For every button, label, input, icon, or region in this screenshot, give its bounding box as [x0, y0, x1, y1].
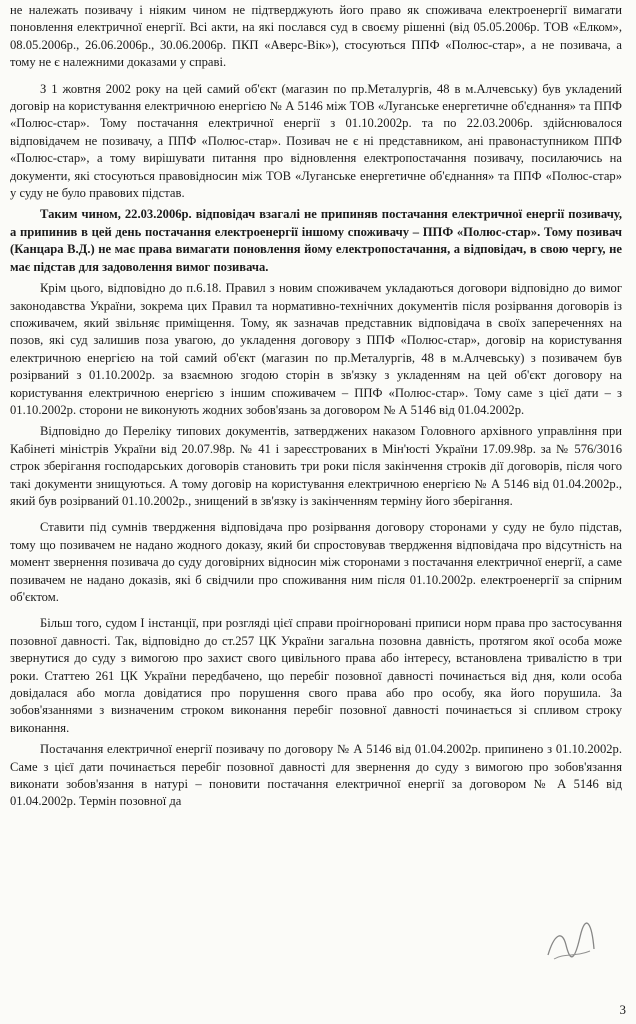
paragraph-7: Більш того, судом І інстанції, при розгляді цієї справи проігноровані приписи норм права про застосування позовної давності. Так, відповідно до ст.257 ЦК України загальна позовна давність, протягом якої особа може звернутися до суду з вимогою про захист свого цивільного права або інтересу, встановлена тривалістю в три роки. Статтею 261 ЦК України передбачено, що перебіг позовної давності починається від дня, коли особа довідалася або могла довідатися про порушення свого права або про особу, яка його порушила. За зобов'язаннями з визначеним строком виконання перебіг позовної давності починається зі спливом строку виконання. [10, 616, 622, 735]
paragraph-6: Ставити під сумнів твердження відповідача про розірвання договору сторонами у суду не було підстав, тому що позивачем не надано жодного доказу, який би спростовував твердження відповідача про відсутність на момент звернення позивача до суду договірних відносин між сторонами з постачання електричної енергії, а саме позивачем не надано доказів, які б свідчили про споживання ним після 01.10.2002р. електроенергії за спірним об'єктом. [10, 520, 622, 604]
page-number: 3 [619, 1001, 626, 1017]
paragraph-2: З 1 жовтня 2002 року на цей самий об'єкт (магазин по пр.Металургів, 48 в м.Алчевську) був укладений договір на користування електричною енергією № А 5146 між ТОВ «Луганське енергетичне об'єднання» та ППФ «Полюс-стар». Тому постачання електричної енергії з 01.10.2002р. та по 22.03.2006р. здійснювалося відповідачем не позивачу, а ППФ «Полюс-стар». Позивач не є ні представником, ані правонаступником ППФ «Полюс-стар», а тому вирішувати питання про відновлення електропостачання позивачу, посилаючись на документи, які стосуються правовідносин між ТОВ «Луганське енергетичне об'єднання» та ППФ «Полюс-стар» у суду не було правових підстав. [10, 81, 622, 201]
paragraph-1: не належать позивачу і ніяким чином не підтверджують його право як споживача електроенергії вимагати поновлення електричної енергії. Всі акти, на які послався суд в своєму рішенні (від 05.05.2006р. ТОВ «Елком», 08.05.2006р., 26.06.2006р., 30.06.2006р. ПКП «Аверс-Вік»), стосуються ППФ «Полюс-стар», а не позивача, а тому не є належними доказами у справі. [10, 3, 622, 70]
paragraph-8: Постачання електричної енергії позивачу по договору № А 5146 від 01.04.2002р. припинено з 01.10.2002р. Саме з цієї дати починається перебіг позовної давності для звернення до суду з вимогою про зобов'язання виконати зобов'язання в натурі – поновити постачання електричної енергії за договором № А 5146 від 01.04.2002р. Термін позовної да [10, 742, 622, 809]
paragraph-4: Крім цього, відповідно до п.6.18. Правил з новим споживачем укладаються договори відповідно до вимог законодавства України, зокрема цих Правил та нормативно-технічних документів після розірвання договорів із споживачем, який звільняє приміщення. Тому, як зазначав представник відповідача в своїх запереченнях на позов, які суд залишив поза увагою, до укладення договору з ППФ «Полюс-стар», договір на користування електричною енергією на той самий об'єкт (магазин по пр.Металургів, 48 в м.Алчевську) з позивачем був розірваний з 01.10.2002р. за взаємною згодою сторін в зв'язку з укладенням на цей об'єкт договору на користування електричною енергією з іншим споживачем – ППФ «Полюс-стар». Тому саме з цієї дати – з 01.10.2002р. сторони не виконують жодних зобов'язань за договором № А 5146 від 01.04.2002р. [10, 281, 622, 417]
paragraph-3-conclusion: Таким чином, 22.03.2006р. відповідач взагалі не припиняв постачання електричної енергії позивачу, а припинив в цей день постачання електроенергії іншому споживачу – ППФ «Полюс-стар». Тому позивач (Канцара В.Д.) не має права вимагати поновлення йому електропостачання, а відповідач, в свою чергу, не має підстав для задоволення вимог позивача. [10, 207, 622, 274]
signature-mark-icon [540, 915, 600, 975]
paragraph-5: Відповідно до Переліку типових документів, затверджених наказом Головного архівного управління при Кабінеті міністрів України від 20.07.98р. № 41 і зареєстрованих в Мін'юсті України 17.09.98р. за № 576/3016 строк зберігання господарських договорів становить три роки після закінчення строків дії договорів, після чого такі документи знищуються. А тому договір на користування електричною енергією № А 5146 від 01.04.2002р., який був розірваний 01.10.2002р., знищений в зв'язку із закінченням терміну його зберігання. [10, 424, 622, 508]
document-body [10, 2, 622, 815]
